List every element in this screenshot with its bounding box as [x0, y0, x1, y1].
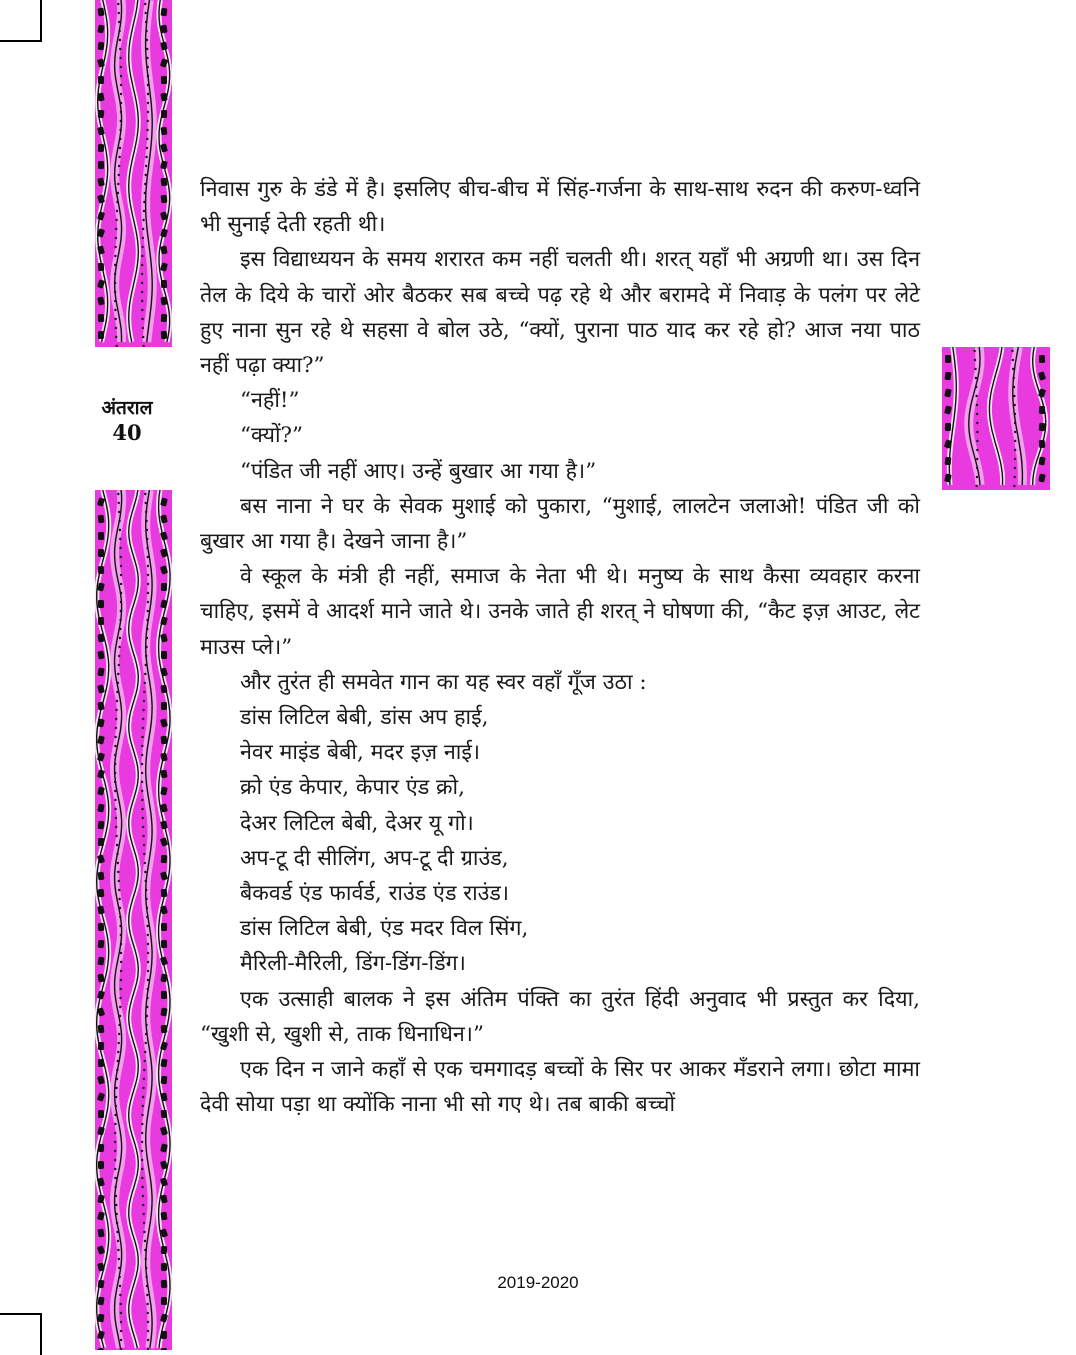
page-number: 40 [112, 420, 142, 445]
right-band [942, 347, 1050, 490]
song-line: मैरिली-मैरिली, डिंग-डिंग-डिंग। [240, 951, 466, 977]
song-line: डांस लिटिल बेबी, डांस अप हाई, [240, 705, 489, 731]
crop-mark-bottom-horizontal [0, 1313, 42, 1315]
dialogue-line: “नहीं!” [240, 388, 300, 414]
song-line: बैकवर्ड एंड फार्वर्ड, राउंड एंड राउंड। [240, 881, 510, 907]
left-top-band [95, 0, 172, 347]
song-line: नेवर माइंड बेबी, मदर इज़ नाई। [240, 740, 481, 766]
paragraph: वे स्कूल के मंत्री ही नहीं, समाज के नेता भी थे। मनुष्य के साथ कैसा व्यवहार करना चाहिए, इसमें वे आदर्श माने जाते थे। उनके जाते ही शरत् ने घोषणा की, “कैट इज़ आउट, लेट माउस प्ले।” [200, 564, 920, 660]
footer-year: 2019-2020 [497, 1273, 579, 1292]
crop-mark-bottom-vertical [40, 1313, 42, 1355]
paragraph: एक उत्साही बालक ने इस अंतिम पंक्ति का तुरंत हिंदी अनुवाद भी प्रस्तुत कर दिया, “खुशी से, खुशी से, ताक धिनाधिन।” [200, 986, 920, 1047]
song-line: डांस लिटिल बेबी, एंड मदर विल सिंग, [240, 916, 529, 942]
crop-mark-top-horizontal [0, 40, 42, 42]
paragraph: बस नाना ने घर के सेवक मुशाई को पुकारा, “मुशाई, लालटेन जलाओ! पंडित जी को बुखार आ गया है। देखने जाना है।” [200, 493, 920, 555]
song-line: देअर लिटिल बेबी, देअर यू गो। [240, 810, 474, 836]
song-line: क्रो एंड केपार, केपार एंड क्रो, [240, 775, 465, 801]
dialogue-line: “क्यों?” [240, 423, 304, 449]
paragraph: इस विद्याध्ययन के समय शरारत कम नहीं चलती थी। शरत् यहाँ भी अग्रणी था। उस दिन तेल के दिये के चारों ओर बैठकर सब बच्चे पढ़ रहे थे और बरामदे में निवाड़ के पलंग पर लेटे हुए नाना सुन रहे थे सहसा वे बोल उठे, “क्यों, पुराना पाठ याद कर रहे हो? आज नया पाठ नहीं पढ़ा क्या?” [200, 247, 920, 379]
song-line: अप-टू दी सीलिंग, अप-टू दी ग्राउंड, [240, 845, 509, 871]
paragraph: और तुरंत ही समवेत गान का यह स्वर वहाँ गूँज उठा : [240, 669, 647, 695]
paragraph: निवास गुरु के डंडे में है। इसलिए बीच-बीच में सिंह-गर्जना के साथ-साथ रुदन की करुण-ध्वनि भी सुनाई देती रहती थी। [200, 177, 920, 238]
crop-mark-top-vertical [40, 0, 42, 42]
dialogue-line: “पंडित जी नहीं आए। उन्हें बुखार आ गया है।” [240, 458, 597, 484]
page-body [200, 172, 920, 1122]
paragraph: एक दिन न जाने कहाँ से एक चमगादड़ बच्चों के सिर पर आकर मँडराने लगा। छोटा मामा देवी सोया पड़ा था क्योंकि नाना भी सो गए थे। तब बाकी बच्चों [200, 1057, 920, 1118]
left-bottom-band [95, 490, 172, 1350]
section-title: अंतराल [101, 397, 153, 419]
